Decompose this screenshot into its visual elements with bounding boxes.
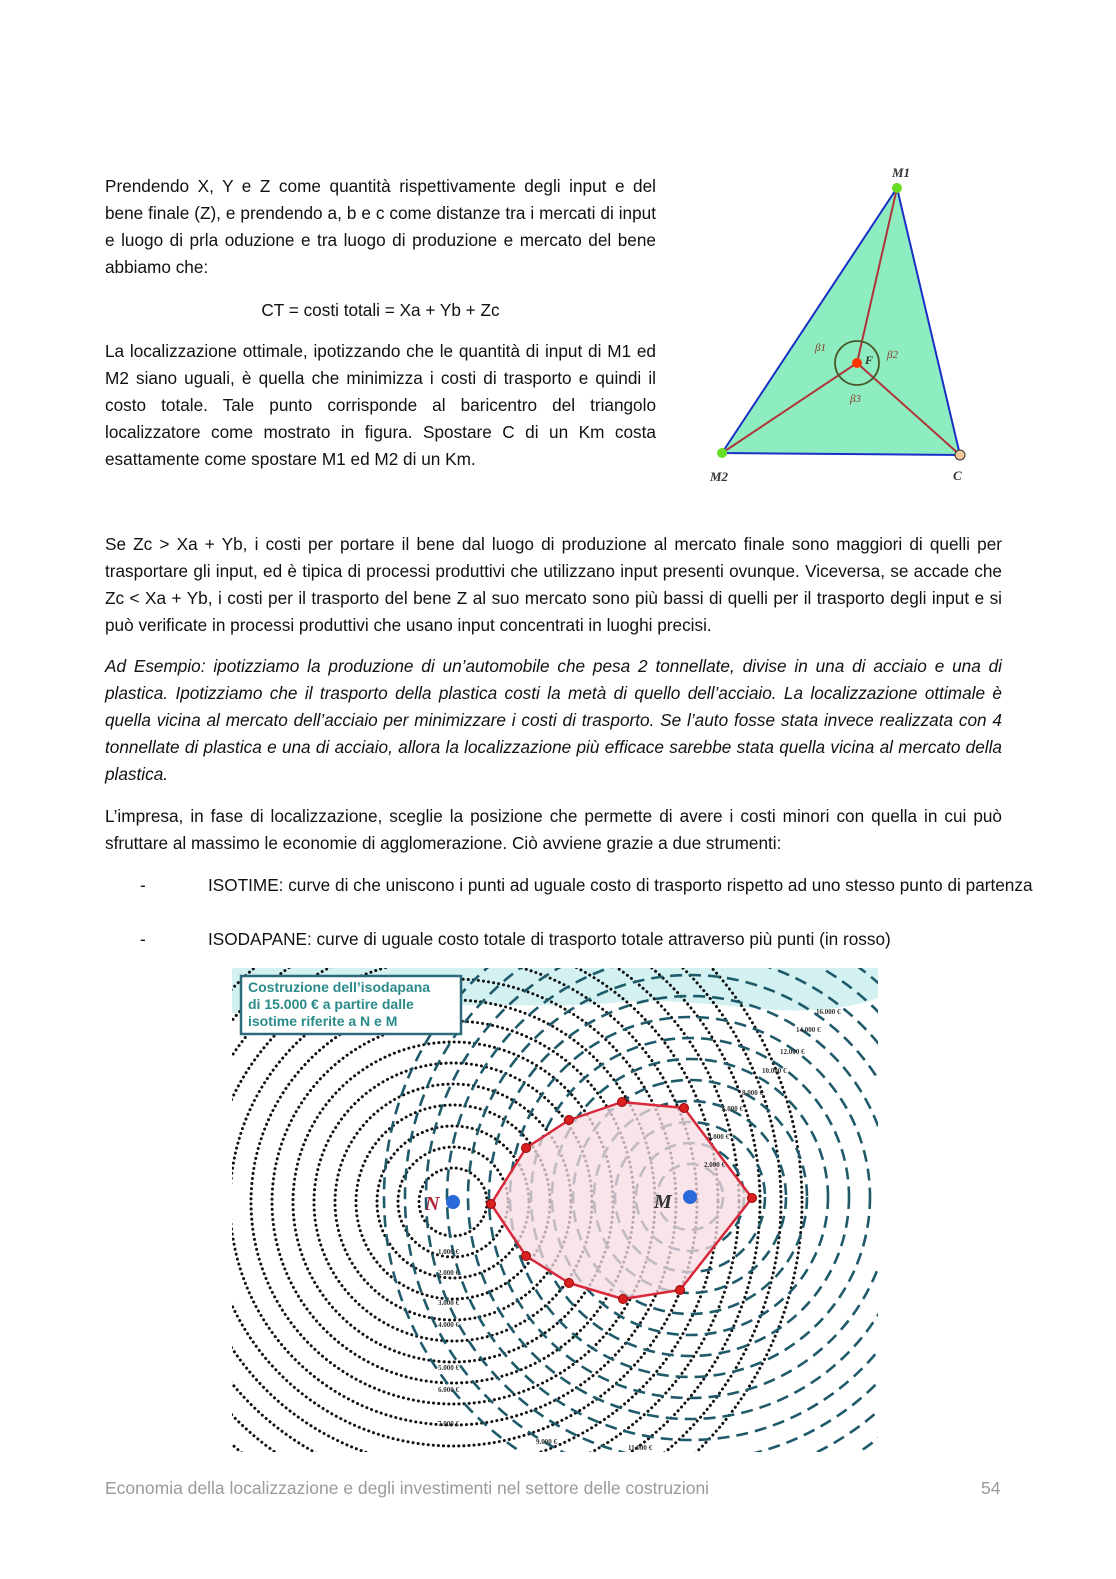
vertex-c (955, 450, 965, 460)
vertex-m1 (892, 183, 902, 193)
isotime-m-label: 10.000 € (762, 1067, 787, 1075)
example-paragraph: Ad Esempio: ipotizziamo la produzione di un’automobile che pesa 2 tonnellate, divise in una di acciaio e una di plastica. Ipotizziamo che il trasporto della plastica costi la metà di quello dell’acciaio. La localizzazione ottimale è quella vicina al mercato dell’acciaio per minimizzare i costi di trasporto. Se l’auto fosse stata invece realizzata con 4 tonnellate di plastica e una di acciaio, allora la localizzazione più efficace sarebbe stata quella vicina al mercato della plastica. (105, 656, 1002, 784)
isotime-n-label: 3.000 € (438, 1299, 459, 1307)
intersection-point (618, 1098, 627, 1107)
intersection-point (522, 1144, 531, 1153)
footer-title: Economia della localizzazione e degli investimenti nel settore delle costruzioni (105, 1478, 710, 1498)
label-m: M (654, 1191, 672, 1213)
intersection-point (487, 1200, 496, 1209)
isotime-m-label: 12.000 € (780, 1048, 805, 1056)
intro-paragraph: Prendendo X, Y e Z come quantità rispettivamente degli input e del bene finale (Z), e prendendo a, b e c come distanze tra i mercati di input e luogo di prla oduzione e tra luogo di produzione e mercato del bene abbiamo che: (105, 176, 656, 277)
label-m1: M1 (892, 165, 911, 180)
label-c: C (953, 468, 962, 483)
caption-line: di 15.000 € a partire dalle (248, 996, 414, 1012)
bullet-text: ISODAPANE: curve di uguale costo totale di trasporto totale attraverso più punti (in rosso) (208, 929, 891, 949)
bullet-dash: - (140, 929, 146, 949)
isotime-n-label: 11.000 € (628, 1444, 653, 1452)
isotime-m-label: 2.000 € (704, 1161, 725, 1169)
label-n: N (425, 1193, 440, 1215)
page-number: 54 (981, 1478, 1001, 1498)
point-f (852, 358, 862, 368)
isotime-n-label: 4.000 € (438, 1321, 459, 1329)
formula: CT = costi totali = Xa + Yb + Zc (261, 300, 500, 320)
label-beta3: β3 (850, 393, 861, 405)
intersection-point (680, 1104, 689, 1113)
isotime-n-label: 1.000 € (438, 1248, 459, 1256)
bullet-text: ISOTIME: curve di che uniscono i punti ad uguale costo di trasporto rispetto ad uno stesso punto di partenza (208, 875, 1033, 895)
optimal-location-paragraph: La localizzazione ottimale, ipotizzando che le quantità di input di M1 ed M2 siano uguali, è quella che minimizza i costi di trasporto e quindi il costo totale. Tale punto corrisponde al baricentro del triangolo localizzatore come mostrato in figura. Spostare C di un Km costa esattamente come spostare M1 ed M2 di un Km. (105, 341, 656, 469)
tools-paragraph: L’impresa, in fase di localizzazione, sceglie la posizione che permette di avere i costi minori con quella in cui può sfruttare al massimo le economie di agglomerazione. Ciò avviene grazie a due strumenti: (105, 806, 1002, 853)
label-beta2: β2 (887, 349, 898, 361)
intersection-point (522, 1252, 531, 1261)
intersection-point (748, 1194, 757, 1203)
caption-line: isotime riferite a N e M (248, 1013, 398, 1029)
location-triangle-figure (700, 160, 980, 490)
cost-comparison-paragraph: Se Zc > Xa + Yb, i costi per portare il bene dal luogo di produzione al mercato finale sono maggiori di quelli per trasportare gli input, ed è tipica di processi produttivi che utilizzano input presenti ovunque. Viceversa, se accade che Zc < Xa + Yb, i costi per il trasporto del bene Z al suo mercato sono più bassi di quelli per il trasporto degli input e si può verificate in processi produttivi che usano input concentrati in luoghi precisi. (105, 534, 1002, 635)
triangle-area (722, 188, 960, 455)
isotime-m-label: 4.000 € (708, 1133, 729, 1141)
intersection-point (676, 1286, 685, 1295)
bullet-dash: - (140, 875, 146, 895)
isotime-n-label: 7.000 € (438, 1420, 459, 1428)
caption-line: Costruzione dell’isodapana (248, 979, 431, 995)
isotime-n-label: 6.000 € (438, 1386, 459, 1394)
point-m (683, 1190, 697, 1204)
intersection-point (619, 1295, 628, 1304)
isotime-m-label: 6.000 € (722, 1105, 743, 1113)
label-beta1: β1 (815, 342, 826, 354)
isodapane-figure (232, 968, 878, 1452)
point-n (446, 1195, 460, 1209)
vertex-m2 (717, 448, 727, 458)
isotime-n-label: 9.000 € (536, 1438, 557, 1446)
label-m2: M2 (710, 469, 729, 484)
isotime-n-label: 2.000 € (438, 1269, 459, 1277)
isotime-m-label: 8.000 € (742, 1089, 763, 1097)
intersection-point (565, 1279, 574, 1288)
intersection-point (565, 1116, 574, 1125)
label-f: F (865, 353, 874, 367)
isotime-n-label: 5.000 € (438, 1364, 459, 1372)
isotime-m-label: 16.000 € (816, 1008, 841, 1016)
isotime-m-label: 14.000 € (796, 1026, 821, 1034)
